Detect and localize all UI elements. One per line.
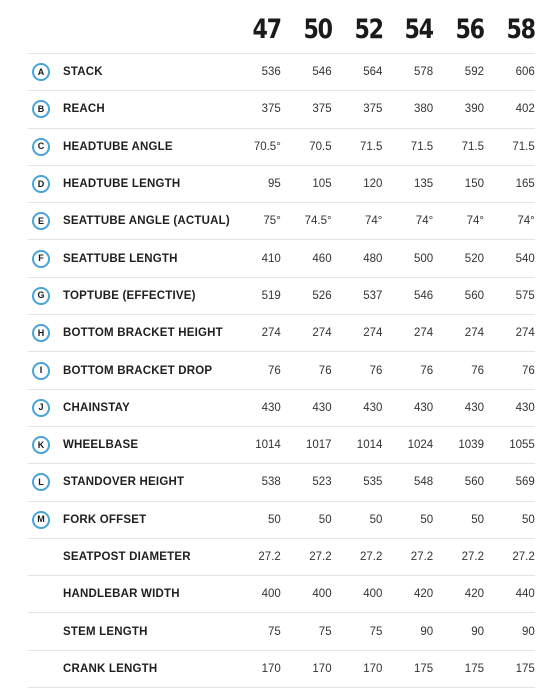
measurement-value: 430 xyxy=(312,401,332,414)
measurement-value: 76 xyxy=(471,364,484,377)
measurement-value: 50 xyxy=(369,513,383,526)
badge-cell xyxy=(28,473,63,491)
measurement-value: 76 xyxy=(318,364,332,377)
badge-cell xyxy=(28,100,63,118)
measurement-value: 578 xyxy=(414,66,434,79)
table-row xyxy=(28,613,535,650)
measurement-value: 170 xyxy=(363,662,383,675)
table-row xyxy=(28,651,535,688)
measurement-value: 71.5 xyxy=(512,140,535,153)
measurement-label: FORK OFFSET xyxy=(63,513,147,526)
measurement-value: 548 xyxy=(414,476,434,489)
measurement-letter-badge: A xyxy=(32,63,50,81)
measurement-value: 537 xyxy=(363,289,383,302)
badge-cell xyxy=(28,175,63,193)
size-column-header[interactable]: 58 xyxy=(506,14,535,45)
measurement-value: 380 xyxy=(414,103,434,116)
measurement-value: 76 xyxy=(420,364,434,377)
measurement-label: STEM LENGTH xyxy=(63,625,148,638)
measurement-value: 569 xyxy=(515,476,535,489)
measurement-letter-badge: K xyxy=(32,436,50,454)
measurement-value: 71.5 xyxy=(360,140,383,153)
measurement-letter-badge: I xyxy=(32,362,50,380)
measurement-value: 170 xyxy=(261,662,281,675)
measurement-value: 274 xyxy=(515,327,535,340)
measurement-value: 274 xyxy=(464,327,484,340)
measurement-value: 1014 xyxy=(255,439,281,452)
measurement-value: 120 xyxy=(363,178,383,191)
badge-cell xyxy=(28,212,63,230)
measurement-value: 50 xyxy=(521,513,535,526)
table-row xyxy=(28,91,535,128)
badge-cell xyxy=(28,362,63,380)
measurement-label: SEATPOST DIAMETER xyxy=(63,551,191,563)
measurement-value: 105 xyxy=(312,178,332,191)
measurement-value: 564 xyxy=(363,66,383,79)
measurement-letter-badge: H xyxy=(32,324,50,342)
measurement-value: 560 xyxy=(464,476,484,489)
measurement-label: BOTTOM BRACKET DROP xyxy=(63,364,213,377)
measurement-value: 274 xyxy=(414,327,434,340)
measurement-value: 74.5° xyxy=(304,215,332,228)
measurement-letter-badge: B xyxy=(32,100,50,118)
measurement-value: 520 xyxy=(464,252,484,265)
measurement-label: STACK xyxy=(63,66,103,79)
measurement-value: 27.2 xyxy=(360,551,383,563)
measurement-value: 1014 xyxy=(356,439,383,452)
measurement-value: 74° xyxy=(365,215,383,228)
measurement-value: 420 xyxy=(464,588,484,601)
measurement-value: 535 xyxy=(363,476,383,489)
measurement-label: HEADTUBE ANGLE xyxy=(63,140,173,153)
measurement-value: 274 xyxy=(363,327,383,340)
badge-cell xyxy=(28,324,63,342)
measurement-value: 526 xyxy=(312,289,332,302)
badge-cell xyxy=(28,511,63,529)
measurement-value: 430 xyxy=(261,401,281,414)
measurement-value: 135 xyxy=(414,178,434,191)
measurement-value: 460 xyxy=(312,252,332,265)
measurement-value: 536 xyxy=(261,66,281,79)
measurement-letter-badge: G xyxy=(32,287,50,305)
measurement-value: 74° xyxy=(517,215,535,228)
measurement-value: 75 xyxy=(369,625,383,638)
measurement-value: 50 xyxy=(471,513,484,526)
measurement-value: 1017 xyxy=(306,439,332,452)
table-row xyxy=(28,427,535,464)
measurement-value: 90 xyxy=(521,625,535,638)
measurement-value: 27.2 xyxy=(461,551,484,563)
measurement-label: CRANK LENGTH xyxy=(63,662,158,675)
size-column-header[interactable]: 52 xyxy=(354,14,383,45)
measurement-value: 175 xyxy=(515,662,535,675)
measurement-value: 546 xyxy=(414,289,434,302)
measurement-letter-badge: F xyxy=(32,250,50,268)
badge-cell xyxy=(28,250,63,268)
size-column-header[interactable]: 50 xyxy=(303,14,332,45)
measurement-value: 430 xyxy=(464,401,484,414)
measurement-value: 274 xyxy=(261,327,281,340)
table-row xyxy=(28,539,535,576)
measurement-value: 592 xyxy=(464,66,484,79)
badge-cell xyxy=(28,436,63,454)
size-column-header[interactable]: 54 xyxy=(404,14,434,45)
measurement-value: 410 xyxy=(261,252,281,265)
table-row xyxy=(28,352,535,389)
measurement-value: 430 xyxy=(363,401,383,414)
measurement-value: 50 xyxy=(268,513,281,526)
size-header-row xyxy=(28,0,535,54)
measurement-value: 523 xyxy=(312,476,332,489)
measurement-value: 175 xyxy=(464,662,484,675)
measurement-value: 400 xyxy=(261,588,281,601)
measurement-value: 71.5 xyxy=(461,140,484,153)
measurement-value: 390 xyxy=(464,103,484,116)
measurement-value: 76 xyxy=(521,364,535,377)
table-row xyxy=(28,54,535,91)
table-row xyxy=(28,203,535,240)
measurement-label: HANDLEBAR WIDTH xyxy=(63,588,180,601)
measurement-value: 1039 xyxy=(458,439,484,452)
measurement-value: 540 xyxy=(515,252,535,265)
measurement-value: 402 xyxy=(515,103,535,116)
measurement-value: 150 xyxy=(464,178,484,191)
measurement-value: 1024 xyxy=(407,439,434,452)
measurement-value: 480 xyxy=(363,252,383,265)
table-row xyxy=(28,390,535,427)
measurement-value: 27.2 xyxy=(512,551,535,563)
geometry-rows xyxy=(28,54,535,688)
measurement-value: 50 xyxy=(420,513,434,526)
measurement-value: 440 xyxy=(515,588,535,601)
measurement-value: 75° xyxy=(263,215,281,228)
measurement-value: 375 xyxy=(363,103,383,116)
measurement-value: 50 xyxy=(318,513,332,526)
badge-cell xyxy=(28,63,63,81)
table-row xyxy=(28,464,535,501)
measurement-value: 575 xyxy=(515,289,535,302)
measurement-value: 27.2 xyxy=(309,551,332,563)
table-row xyxy=(28,129,535,166)
measurement-label: CHAINSTAY xyxy=(63,401,130,414)
measurement-value: 546 xyxy=(312,66,332,79)
table-row xyxy=(28,576,535,613)
measurement-value: 95 xyxy=(268,178,281,191)
measurement-value: 74° xyxy=(466,215,484,228)
measurement-value: 170 xyxy=(312,662,332,675)
measurement-value: 500 xyxy=(414,252,434,265)
measurement-value: 76 xyxy=(268,364,281,377)
measurement-label: SEATTUBE ANGLE (ACTUAL) xyxy=(63,215,230,228)
measurement-value: 274 xyxy=(312,327,332,340)
measurement-value: 71.5 xyxy=(410,140,434,153)
measurement-value: 70.5° xyxy=(253,140,281,153)
measurement-letter-badge: L xyxy=(32,473,50,491)
measurement-letter-badge: E xyxy=(32,212,50,230)
badge-cell xyxy=(28,399,63,417)
measurement-label: REACH xyxy=(63,103,105,116)
table-row xyxy=(28,278,535,315)
size-column-header[interactable]: 56 xyxy=(455,14,484,45)
measurement-value: 400 xyxy=(363,588,383,601)
measurement-letter-badge: D xyxy=(32,175,50,193)
measurement-value: 606 xyxy=(515,66,535,79)
table-row xyxy=(28,166,535,203)
measurement-value: 1055 xyxy=(509,439,535,452)
measurement-label: STANDOVER HEIGHT xyxy=(63,476,185,489)
measurement-value: 430 xyxy=(414,401,434,414)
table-row xyxy=(28,240,535,277)
geometry-table xyxy=(28,0,535,688)
measurement-letter-badge: C xyxy=(32,138,50,156)
measurement-value: 175 xyxy=(414,662,434,675)
measurement-value: 560 xyxy=(464,289,484,302)
measurement-value: 75 xyxy=(268,625,281,638)
measurement-value: 76 xyxy=(369,364,383,377)
measurement-value: 27.2 xyxy=(410,551,434,563)
badge-cell xyxy=(28,138,63,156)
measurement-value: 538 xyxy=(261,476,281,489)
measurement-value: 27.2 xyxy=(258,551,281,563)
measurement-value: 90 xyxy=(420,625,434,638)
measurement-value: 90 xyxy=(471,625,484,638)
table-row xyxy=(28,315,535,352)
measurement-letter-badge: M xyxy=(32,511,50,529)
measurement-label: WHEELBASE xyxy=(63,439,139,452)
measurement-value: 519 xyxy=(261,289,281,302)
measurement-letter-badge: J xyxy=(32,399,50,417)
measurement-label: BOTTOM BRACKET HEIGHT xyxy=(63,327,223,340)
table-row xyxy=(28,502,535,539)
measurement-label: SEATTUBE LENGTH xyxy=(63,252,178,265)
measurement-value: 165 xyxy=(515,178,535,191)
measurement-value: 75 xyxy=(318,625,332,638)
measurement-value: 70.5 xyxy=(309,140,332,153)
measurement-label: HEADTUBE LENGTH xyxy=(63,178,181,191)
measurement-label: TOPTUBE (EFFECTIVE) xyxy=(63,289,196,302)
measurement-value: 74° xyxy=(415,215,434,228)
badge-cell xyxy=(28,287,63,305)
measurement-value: 400 xyxy=(312,588,332,601)
size-column-header[interactable]: 47 xyxy=(252,14,281,45)
measurement-value: 420 xyxy=(414,588,434,601)
measurement-value: 430 xyxy=(515,401,535,414)
measurement-value: 375 xyxy=(312,103,332,116)
measurement-value: 375 xyxy=(261,103,281,116)
